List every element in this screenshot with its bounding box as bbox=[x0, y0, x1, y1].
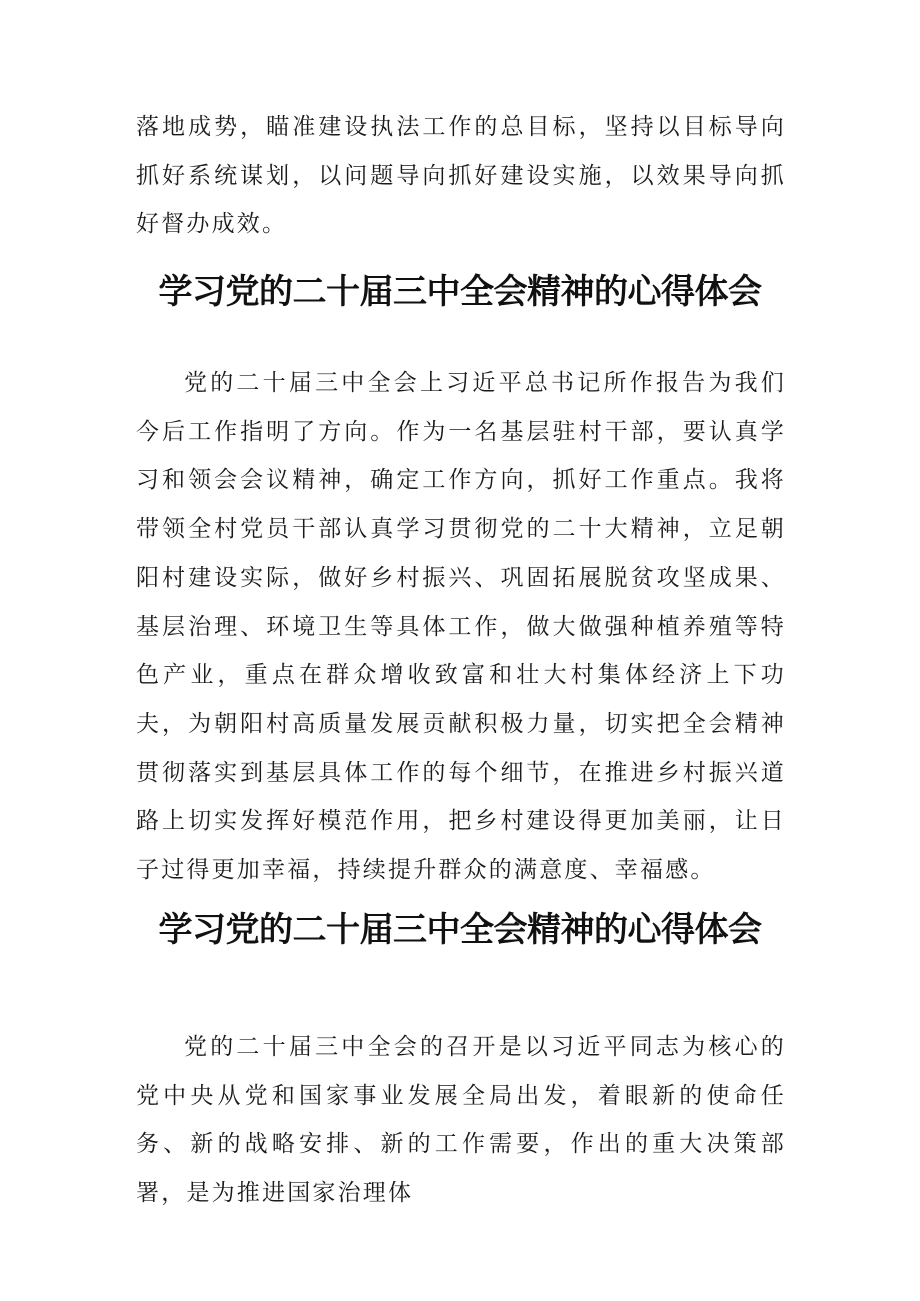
section-title-1: 学习党的二十届三中全会精神的心得体会 bbox=[158, 272, 762, 312]
section-title-2: 学习党的二十届三中全会精神的心得体会 bbox=[158, 910, 762, 950]
section-body-2: 党的二十届三中全会的召开是以习近平同志为核心的党中央从党和国家事业发展全局出发，着眼新的使命任务、新的战略安排、新的工作需要，作出的重大决策部署，是为推进国家治理体 bbox=[136, 1034, 786, 1207]
section-body-1: 党的二十届三中全会上习近平总书记所作报告为我们今后工作指明了方向。作为一名基层驻村干部，要认真学习和领会会议精神，确定工作方向，抓好工作重点。我将带领全村党员干部认真学习贯彻党的二十大精神，立足朝阳村建设实际，做好乡村振兴、巩固拓展脱贫攻坚成果、基层治理、环境卫生等具体工作，做大做强种植养殖等特色产业，重点在群众增收致富和壮大村集体经济上下功夫，为朝阳村高质量发展贡献积极力量，切实把全会精神贯彻落实到基层具体工作的每个细节，在推进乡村振兴道路上切实发挥好模范作用，把乡村建设得更加美丽，让日子过得更加幸福，持续提升群众的满意度、幸福感。 bbox=[136, 370, 786, 884]
paragraph-continued: 落地成势，瞄准建设执法工作的总目标，坚持以目标导向抓好系统谋划，以问题导向抓好建设实施，以效果导向抓好督办成效。 bbox=[136, 114, 786, 238]
